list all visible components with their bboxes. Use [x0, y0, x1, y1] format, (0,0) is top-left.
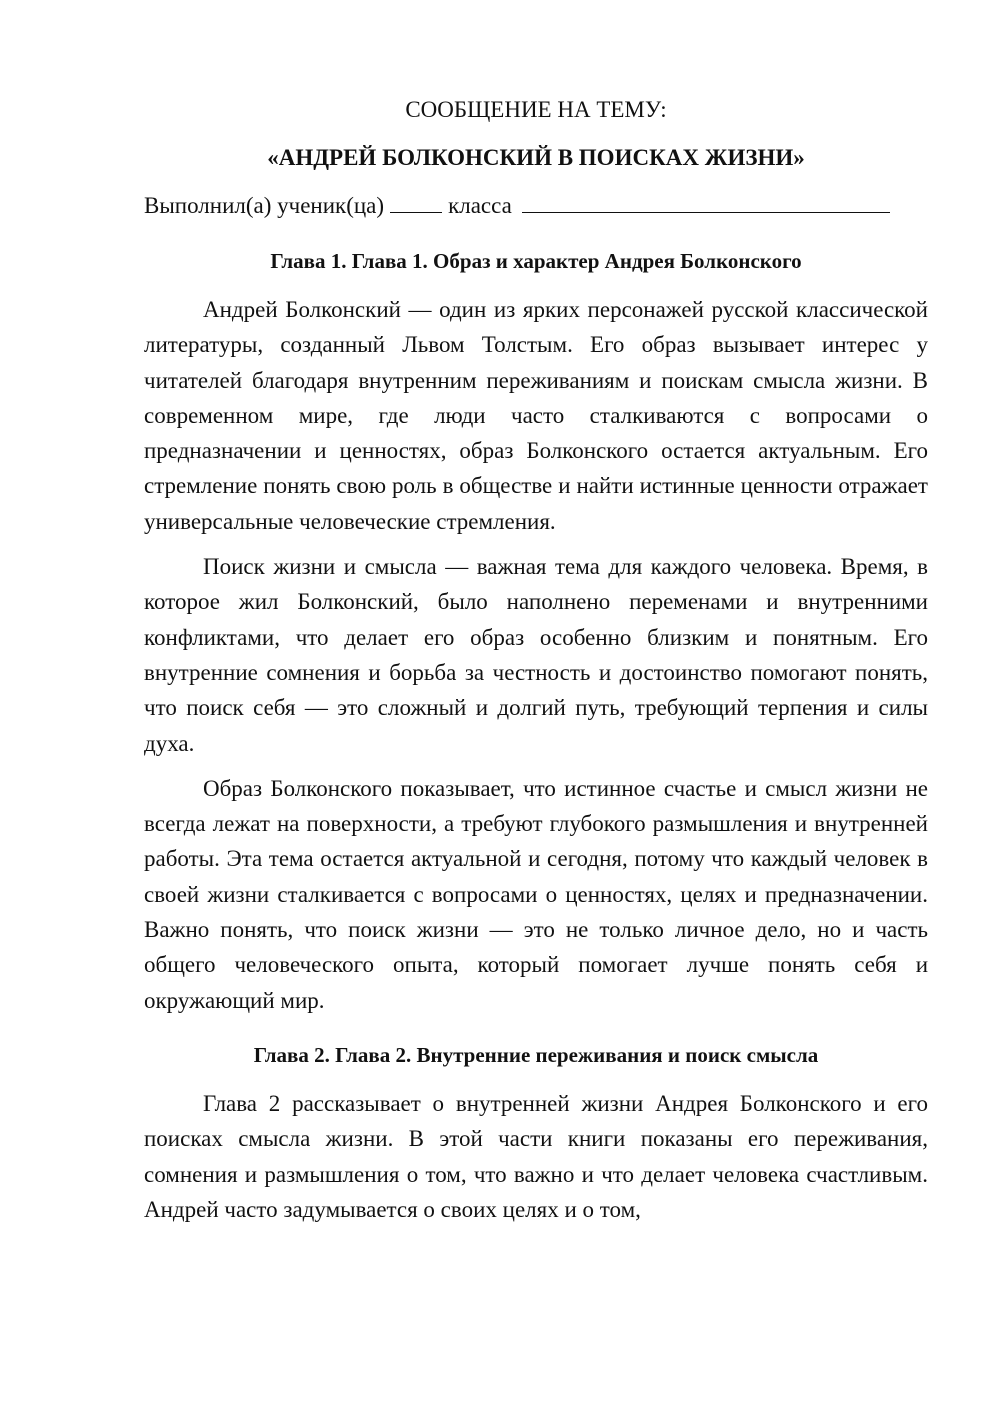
chapter-1-paragraph-3: Образ Болконского показывает, что истинное счастье и смысл жизни не всегда лежат на поверхности, а требуют глубокого размышления и внутренней работы. Эта тема остается актуальной и сегодня, потому что каждый человек в своей жизни сталкивается с вопросами о ценностях, целях и предназначении. Важно понять, что поиск жизни — это не только личное дело, но и часть общего человеческого опыта, который помогает лучше понять себя и окружающий мир.	[144, 775, 928, 1013]
chapter-1-paragraph-1: Андрей Болконский — один из ярких персонажей русской классической литературы, созданный Львом Толстым. Его образ вызывает интерес у читателей благодаря внутренним переживаниям и поискам смысла жизни. В современном мире, где люди часто сталкиваются с вопросами о предназначении и ценностях, образ Болконского остается актуальным. Его стремление понять свою роль в обществе и найти истинные ценности отражает универсальные человеческие стремления.	[144, 297, 928, 534]
document-heading-line1: СООБЩЕНИЕ НА ТЕМУ:	[405, 97, 667, 122]
class-number-blank	[390, 191, 442, 213]
performed-by-label: Выполнил(а) ученик(ца)	[144, 193, 385, 218]
chapter-2-title: Глава 2. Глава 2. Внутренние переживания и поиск смысла	[253, 1042, 819, 1067]
document-page	[144, 92, 928, 1227]
document-heading-title: «АНДРЕЙ БОЛКОНСКИЙ В ПОИСКАХ ЖИЗНИ»	[267, 145, 805, 170]
chapter-2-paragraph-1: Глава 2 рассказывает о внутренней жизни Андрея Болконского и его поисках смысла жизни. В этой части книги показаны его переживания, сомнения и размышления о том, что важно и что делает человека счастливым. Андрей часто задумывается о своих целях и о том,	[144, 1090, 928, 1222]
student-name-blank	[522, 191, 890, 213]
chapter-1-title: Глава 1. Глава 1. Образ и характер Андрея Болконского	[270, 249, 802, 273]
chapter-1-paragraph-2: Поиск жизни и смысла — важная тема для каждого человека. Время, в которое жил Болконский, было наполнено переменами и внутренними конфликтами, что делает его образ особенно близким и понятным. Его внутренние сомнения и борьба за честность и достоинство помогают понять, что поиск себя — это сложный и долгий путь, требующий терпения и силы духа.	[144, 554, 928, 756]
author-byline	[144, 188, 928, 223]
class-label: класса	[448, 193, 512, 218]
